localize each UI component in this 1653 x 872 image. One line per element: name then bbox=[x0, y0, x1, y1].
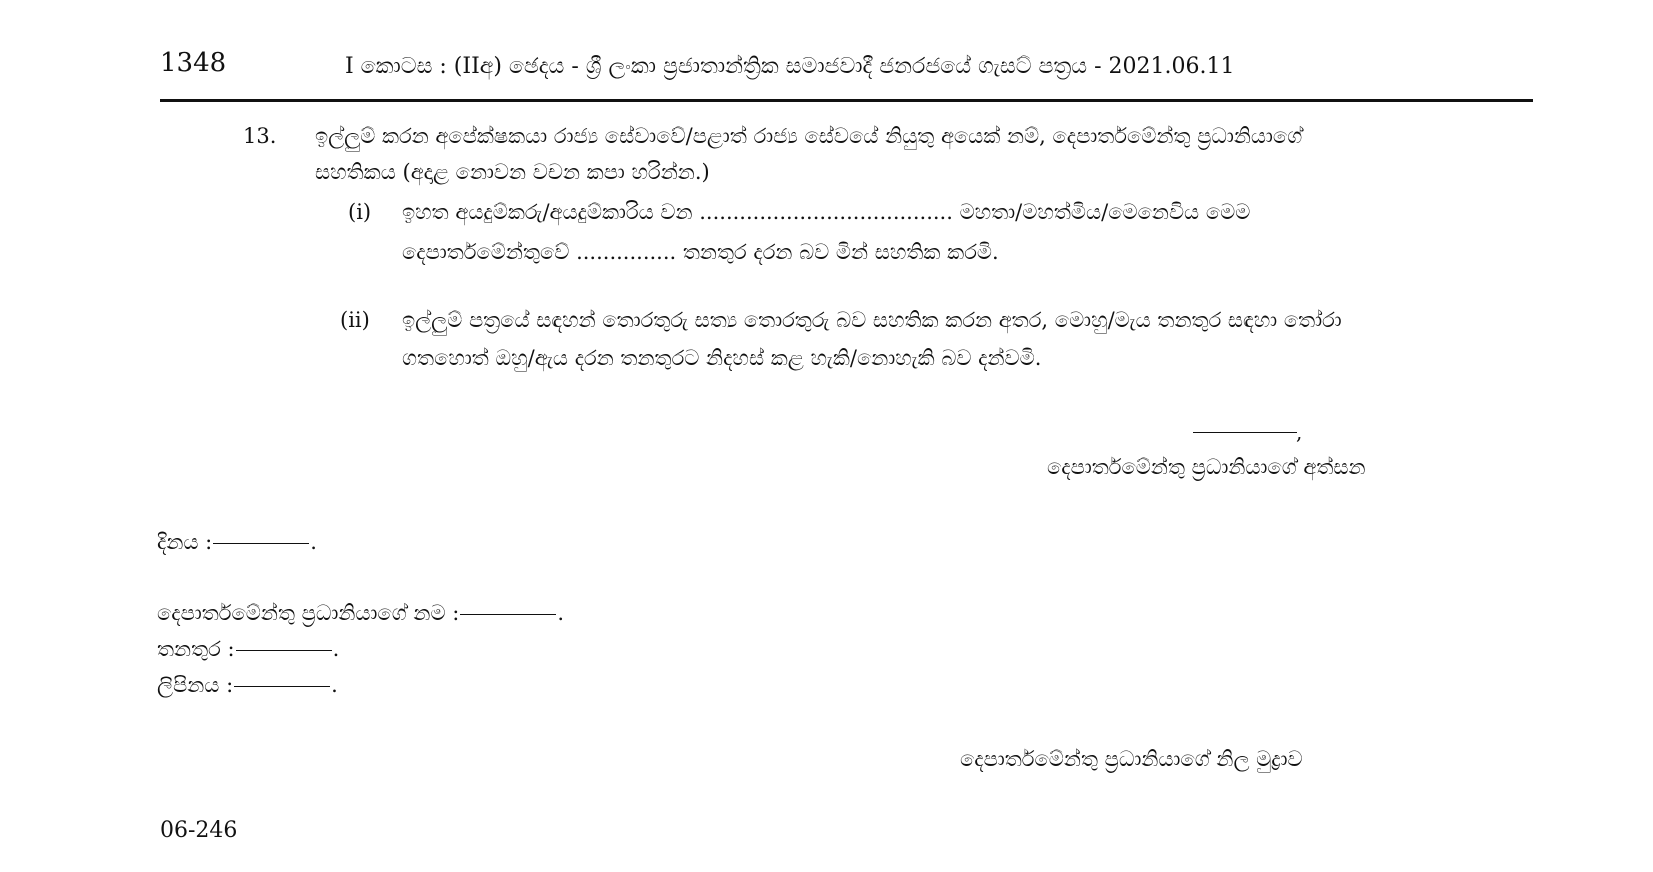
date-blank-line bbox=[213, 543, 309, 544]
address-terminator: . bbox=[331, 673, 338, 697]
sub-item-ii-label: (ii) bbox=[340, 308, 370, 332]
item-text-line-1: ඉල්ලුම් කරන අපේක්ෂකයා රාජ්‍ය සේවාවේ/පළාත් රාජ්‍ය සේවයේ නියුතු අයෙක් නම්, දෙපාර්තමේන්තු ප්‍රධානියාගේ bbox=[315, 124, 1303, 148]
gazette-header-title: I කොටස : (IIඅ) ඡෙදය - ශ්‍රී ලංකා ප්‍රජාතාන්ත්‍රික සමාජවාදී ජනරජයේ ගැසට් පත්‍රය - 2021.06.11 bbox=[345, 54, 1235, 79]
sub-item-i-line-2: දෙපාර්තමේන්තුවේ ............... තනතුර දරන බව මින් සහතික කරමි. bbox=[402, 240, 999, 264]
sub-item-ii-line-2: ගතහොත් ඔහු/ඇය දරන තනතුරට නිදහස් කළ හැකි/නොහැකි බව දන්වමි. bbox=[402, 346, 1042, 370]
sub-item-i-label: (i) bbox=[348, 200, 372, 224]
header-divider bbox=[160, 99, 1533, 102]
date-label: දිනය : bbox=[157, 530, 213, 554]
sub-item-i-line-1: ඉහත අයදුම්කරු/අයදුම්කාරිය වන ...................................... මහතා/මහත්මිය/මෙනෙවිය මෙම bbox=[402, 200, 1251, 224]
page-number: 1348 bbox=[160, 48, 227, 78]
name-field bbox=[157, 601, 564, 626]
date-terminator: . bbox=[310, 530, 317, 554]
name-terminator: . bbox=[557, 601, 564, 625]
official-stamp-caption: දෙපාර්තමේන්තු ප්‍රධානියාගේ නිල මුද්‍රාව bbox=[960, 747, 1303, 771]
position-label: තනතුර : bbox=[157, 637, 235, 661]
position-terminator: . bbox=[332, 637, 340, 661]
address-blank-line bbox=[234, 686, 330, 687]
date-field bbox=[157, 530, 317, 555]
sub-item-ii-line-1: ඉල්ලුම් පත්‍රයේ සඳහන් තොරතුරු සත්‍ය තොරතුරු බව සහතික කරන අතර, මොහු/මැය තනතුර සඳහා තෝරා bbox=[402, 308, 1342, 332]
address-field bbox=[157, 673, 338, 698]
position-blank-line bbox=[236, 650, 332, 651]
address-label: ලිපිනය : bbox=[157, 673, 234, 697]
signature-caption: දෙපාර්තමේන්තු ප්‍රධානියාගේ අත්සන bbox=[1047, 455, 1366, 479]
signature-line bbox=[1193, 432, 1297, 433]
item-text-line-2: සහතිකය (අදාළ නොවන වචන කපා හරින්න.) bbox=[315, 160, 710, 184]
position-field bbox=[157, 637, 339, 662]
reference-code: 06-246 bbox=[160, 818, 238, 843]
item-number: 13. bbox=[243, 124, 277, 148]
name-label: දෙපාර්තමේන්තු ප්‍රධානියාගේ නම : bbox=[157, 601, 460, 625]
signature-comma: , bbox=[1296, 420, 1303, 444]
name-blank-line bbox=[460, 614, 556, 615]
